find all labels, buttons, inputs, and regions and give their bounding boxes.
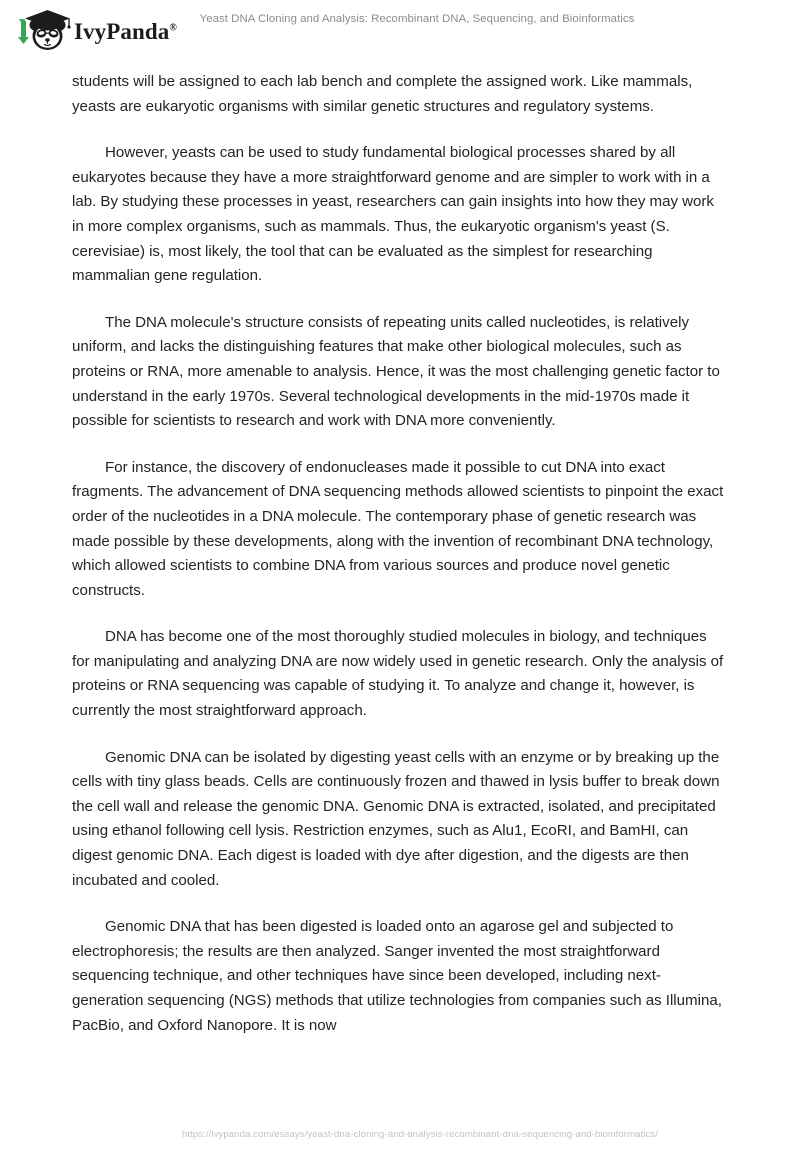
page-footer bbox=[0, 1124, 800, 1142]
source-url-link[interactable]: https://ivypanda.com/essays/yeast-dna-cloning-and-analysis-recombinant-dna-sequencing-and-bioinformatics/ bbox=[181, 1129, 659, 1140]
paragraph: students will be assigned to each lab bench and complete the assigned work. Like mammals, yeasts are eukaryotic organisms with similar genetic structures and regulatory systems. bbox=[72, 73, 693, 115]
paragraph: Genomic DNA can be isolated by digesting yeast cells with an enzyme or by breaking up the cells with tiny glass beads. Cells are continuously frozen and thawed in lysis buffer to break down the cell wall and release the genomic DNA. Genomic DNA is extracted, isolated, and precipitated using ethanol following cell lysis. Restriction enzymes, such as Alu1, EcoRI, and BamHI, can digest genomic DNA. Each digest is loaded with dye after digestion, and the digests are then incubated and cooled. bbox=[72, 748, 720, 889]
paragraph: However, yeasts can be used to study fundamental biological processes shared by all eukaryotes because they have a more straightforward genome and are simpler to work with in a lab. By studying these processes in yeast, researchers can gain insights into how they may work in more complex organisms, such as mammals. Thus, the eukaryotic organism's yeast (S. cerevisiae) is, most likely, the tool that can be evaluated as the simplest for researching mammalian gene regulation. bbox=[72, 144, 714, 285]
document-title-header: Yeast DNA Cloning and Analysis: Recombinant DNA, Sequencing, and Bioinformatics bbox=[199, 13, 635, 25]
brand-name-text: IvyPanda bbox=[74, 18, 170, 44]
paragraph: DNA has become one of the most thoroughly studied molecules in biology, and techniques for manipulating and analyzing DNA are now widely used in genetic research. Only the analysis of proteins or RNA sequencing was capable of studying it. To analyze and change it, however, is currently the most straightforward approach. bbox=[72, 628, 724, 720]
paragraph: Genomic DNA that has been digested is loaded onto an agarose gel and subjected to electrophoresis; the results are then analyzed. Sanger invented the most straightforward sequencing technique, and other techniques have since been developed, including next-generation sequencing (NGS) methods that utilize technologies from companies such as Illumina, PacBio, and Oxford Nanopore. It is now bbox=[72, 918, 722, 1034]
paragraph: For instance, the discovery of endonucleases made it possible to cut DNA into exact fragments. The advancement of DNA sequencing methods allowed scientists to pinpoint the exact order of the nucleotides in a DNA molecule. The contemporary phase of genetic research was made possible by these developments, along with the invention of recombinant DNA technology, which allowed scientists to combine DNA from various sources and produce novel genetic constructs. bbox=[72, 458, 724, 599]
paragraph: The DNA molecule's structure consists of repeating units called nucleotides, is relatively uniform, and lacks the distinguishing features that make other biological molecules, such as proteins or RNA, more amenable to analysis. Hence, it was the most challenging genetic factor to understand in the early 1970s. Several technological developments in the mid-1970s made it possible for scientists to research and work with DNA more conveniently. bbox=[72, 313, 720, 430]
document-body bbox=[72, 70, 727, 1060]
page-header bbox=[0, 0, 800, 62]
registered-trademark-icon: ® bbox=[169, 21, 177, 33]
